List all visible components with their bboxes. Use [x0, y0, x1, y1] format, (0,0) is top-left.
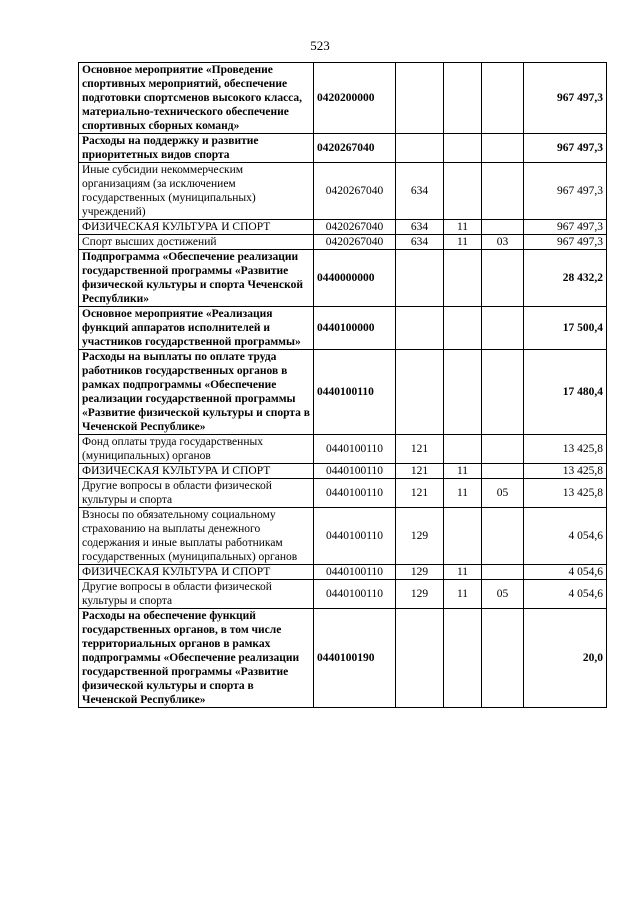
row-subsection: [482, 565, 524, 580]
table-row: [79, 580, 607, 609]
table-row: [79, 163, 607, 220]
row-name: Другие вопросы в области физической культуры и спорта: [79, 479, 314, 508]
row-subsection: 03: [482, 235, 524, 250]
row-amount: 13 425,8: [524, 479, 607, 508]
row-expense-type: [396, 307, 444, 350]
table-row: [79, 250, 607, 307]
row-name: Другие вопросы в области физической культуры и спорта: [79, 580, 314, 609]
row-target-code: 0440100110: [314, 350, 396, 435]
row-target-code: 0440100110: [314, 479, 396, 508]
row-section: [444, 63, 482, 134]
row-expense-type: 634: [396, 163, 444, 220]
row-subsection: [482, 134, 524, 163]
row-amount: 4 054,6: [524, 565, 607, 580]
row-target-code: 0420267040: [314, 235, 396, 250]
row-target-code: 0440100110: [314, 508, 396, 565]
row-target-code: 0420200000: [314, 63, 396, 134]
table-row: [79, 479, 607, 508]
table-row: [79, 508, 607, 565]
table-row: [79, 63, 607, 134]
row-amount: 4 054,6: [524, 508, 607, 565]
row-section: 11: [444, 479, 482, 508]
row-subsection: 05: [482, 479, 524, 508]
row-section: 11: [444, 235, 482, 250]
row-amount: 967 497,3: [524, 63, 607, 134]
row-section: [444, 163, 482, 220]
row-expense-type: [396, 609, 444, 708]
table-row: [79, 350, 607, 435]
row-target-code: 0420267040: [314, 220, 396, 235]
row-expense-type: 129: [396, 565, 444, 580]
row-target-code: 0440100110: [314, 565, 396, 580]
row-section: [444, 307, 482, 350]
row-target-code: 0440100110: [314, 435, 396, 464]
row-name: Фонд оплаты труда государственных (муниципальных) органов: [79, 435, 314, 464]
table-row: [79, 609, 607, 708]
row-amount: 17 500,4: [524, 307, 607, 350]
row-amount: 967 497,3: [524, 163, 607, 220]
row-subsection: [482, 435, 524, 464]
row-name: Основное мероприятие «Реализация функций аппаратов исполнителей и участников государственной программы»: [79, 307, 314, 350]
row-target-code: 0440100110: [314, 464, 396, 479]
row-subsection: [482, 307, 524, 350]
row-subsection: [482, 220, 524, 235]
row-target-code: 0420267040: [314, 163, 396, 220]
row-section: [444, 508, 482, 565]
row-subsection: [482, 609, 524, 708]
row-expense-type: 121: [396, 464, 444, 479]
row-target-code: 0440100110: [314, 580, 396, 609]
row-amount: 967 497,3: [524, 235, 607, 250]
row-section: [444, 609, 482, 708]
row-section: [444, 350, 482, 435]
row-expense-type: 634: [396, 235, 444, 250]
row-expense-type: [396, 250, 444, 307]
row-name: ФИЗИЧЕСКАЯ КУЛЬТУРА И СПОРТ: [79, 464, 314, 479]
row-subsection: [482, 250, 524, 307]
row-section: [444, 134, 482, 163]
row-amount: 967 497,3: [524, 220, 607, 235]
row-expense-type: 634: [396, 220, 444, 235]
budget-table: [78, 62, 607, 708]
row-expense-type: 129: [396, 508, 444, 565]
row-section: 11: [444, 565, 482, 580]
row-subsection: [482, 464, 524, 479]
table-row: [79, 235, 607, 250]
row-amount: 13 425,8: [524, 464, 607, 479]
table-row: [79, 565, 607, 580]
row-subsection: [482, 350, 524, 435]
table-row: [79, 134, 607, 163]
row-expense-type: 129: [396, 580, 444, 609]
row-target-code: 0420267040: [314, 134, 396, 163]
row-target-code: 0440100190: [314, 609, 396, 708]
row-name: Расходы на поддержку и развитие приоритетных видов спорта: [79, 134, 314, 163]
row-target-code: 0440000000: [314, 250, 396, 307]
row-section: [444, 435, 482, 464]
row-name: Основное мероприятие «Проведение спортивных мероприятий, обеспечение подготовки спортсменов высокого класса, материально-технического обеспечение спортивных сборных команд»: [79, 63, 314, 134]
row-amount: 20,0: [524, 609, 607, 708]
row-amount: 28 432,2: [524, 250, 607, 307]
row-name: Иные субсидии некоммерческим организациям (за исключением государственных (муниципальных) учреждений): [79, 163, 314, 220]
row-name: Взносы по обязательному социальному страхованию на выплаты денежного содержания и иные выплаты работникам государственных (муниципальных) органов: [79, 508, 314, 565]
row-expense-type: [396, 63, 444, 134]
table-row: [79, 220, 607, 235]
row-name: ФИЗИЧЕСКАЯ КУЛЬТУРА И СПОРТ: [79, 220, 314, 235]
row-name: Расходы на выплаты по оплате труда работников государственных органов в рамках подпрограммы «Обеспечение реализации государственной программы «Развитие физической культуры и спорта в Чеченской Республике»: [79, 350, 314, 435]
page-number: 523: [310, 38, 330, 53]
table-row: [79, 435, 607, 464]
row-name: Спорт высших достижений: [79, 235, 314, 250]
row-name: Подпрограмма «Обеспечение реализации государственной программы «Развитие физической культуры и спорта Чеченской Республики»: [79, 250, 314, 307]
row-expense-type: [396, 134, 444, 163]
row-expense-type: [396, 350, 444, 435]
row-amount: 17 480,4: [524, 350, 607, 435]
row-amount: 967 497,3: [524, 134, 607, 163]
row-section: [444, 250, 482, 307]
table-row: [79, 307, 607, 350]
row-section: 11: [444, 220, 482, 235]
row-section: 11: [444, 580, 482, 609]
row-amount: 13 425,8: [524, 435, 607, 464]
row-expense-type: 121: [396, 479, 444, 508]
row-amount: 4 054,6: [524, 580, 607, 609]
budget-table-body: [79, 63, 607, 708]
row-subsection: [482, 163, 524, 220]
row-subsection: [482, 508, 524, 565]
row-expense-type: 121: [396, 435, 444, 464]
row-name: Расходы на обеспечение функций государственных органов, в том числе территориальных органов в рамках подпрограммы «Обеспечение реализации государственной программы «Развитие физической культуры и спорта в Чеченской Республике»: [79, 609, 314, 708]
row-target-code: 0440100000: [314, 307, 396, 350]
row-subsection: [482, 63, 524, 134]
table-row: [79, 464, 607, 479]
row-section: 11: [444, 464, 482, 479]
row-subsection: 05: [482, 580, 524, 609]
row-name: ФИЗИЧЕСКАЯ КУЛЬТУРА И СПОРТ: [79, 565, 314, 580]
